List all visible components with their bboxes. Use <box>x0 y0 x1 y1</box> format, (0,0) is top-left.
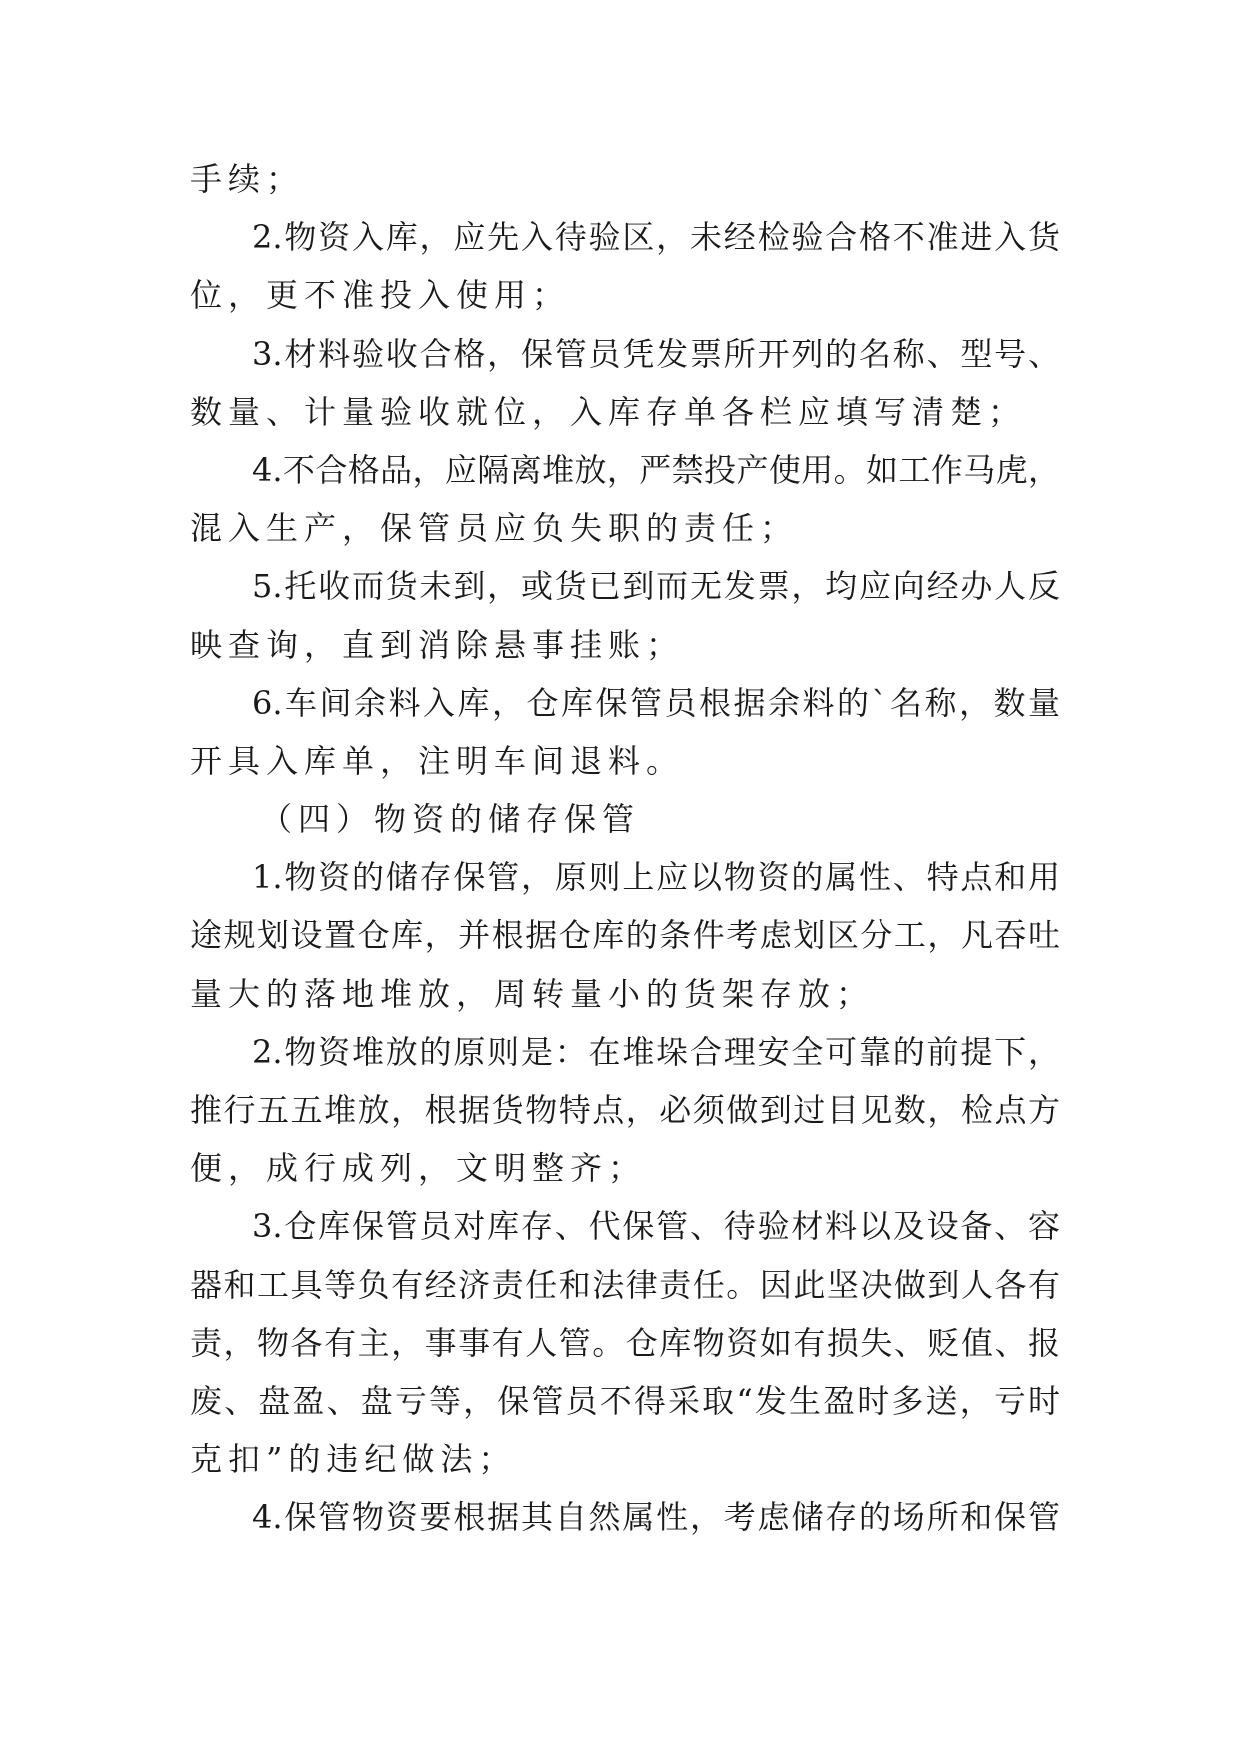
text-line: 混入生产，保管员应负失职的责任； <box>190 509 799 548</box>
text-line: 量大的落地堆放，周转量小的货架存放； <box>190 974 875 1013</box>
text-line: 途规划设置仓库，并根据仓库的条件考虑划区分工，凡吞吐 <box>190 916 1060 955</box>
text-line: 克扣”的违纪做法； <box>190 1440 517 1479</box>
paragraph-item-4-start: 4.不合格品，应隔离堆放，严禁投产使用。如工作马虎， <box>252 450 1060 489</box>
text-line: 器和工具等负有经济责任和法律责任。因此坚决做到人各有 <box>190 1265 1060 1304</box>
paragraph-item-2-start: 2.物资入库，应先入待验区，未经检验合格不准进入货 <box>252 218 1060 257</box>
paragraph-item-4-start: 4.保管物资要根据其自然属性，考虑储存的场所和保管 <box>252 1498 1060 1537</box>
text-line: 责，物各有主，事事有人管。仓库物资如有损失、贬值、报 <box>190 1323 1060 1362</box>
paragraph-item-3-start: 3.材料验收合格，保管员凭发票所开列的名称、型号、 <box>252 334 1060 373</box>
paragraph-item-2-start: 2.物资堆放的原则是：在堆垛合理安全可靠的前提下， <box>252 1032 1060 1071</box>
section-heading: （四）物资的储存保管 <box>260 800 641 839</box>
text-line: 便，成行成列，文明整齐； <box>190 1149 647 1188</box>
text-line: 开具入库单，注明车间退料。 <box>190 741 685 780</box>
paragraph-item-1-start: 1.物资的储存保管，原则上应以物资的属性、特点和用 <box>252 858 1060 897</box>
paragraph-item-5-start: 5.托收而货未到，或货已到而无发票，均应向经办人反 <box>252 567 1060 606</box>
text-line: 映查询，直到消除悬事挂账； <box>190 625 685 664</box>
text-line: 数量、计量验收就位，入库存单各栏应填写清楚； <box>190 392 1027 431</box>
text-line: 废、盘盈、盘亏等，保管员不得采取“发生盈时多送，亏时 <box>190 1381 1060 1420</box>
text-line: 手续； <box>190 160 305 198</box>
paragraph-item-6-start: 6.车间余料入库，仓库保管员根据余料的`名称，数量 <box>252 683 1060 722</box>
text-line: 推行五五堆放，根据货物特点，必须做到过目见数，检点方 <box>190 1091 1060 1129</box>
text-line: 位，更不准投入使用； <box>190 276 571 315</box>
paragraph-item-3-start: 3.仓库保管员对库存、代保管、待验材料以及设备、容 <box>252 1207 1060 1246</box>
document-page <box>190 150 1060 1547</box>
